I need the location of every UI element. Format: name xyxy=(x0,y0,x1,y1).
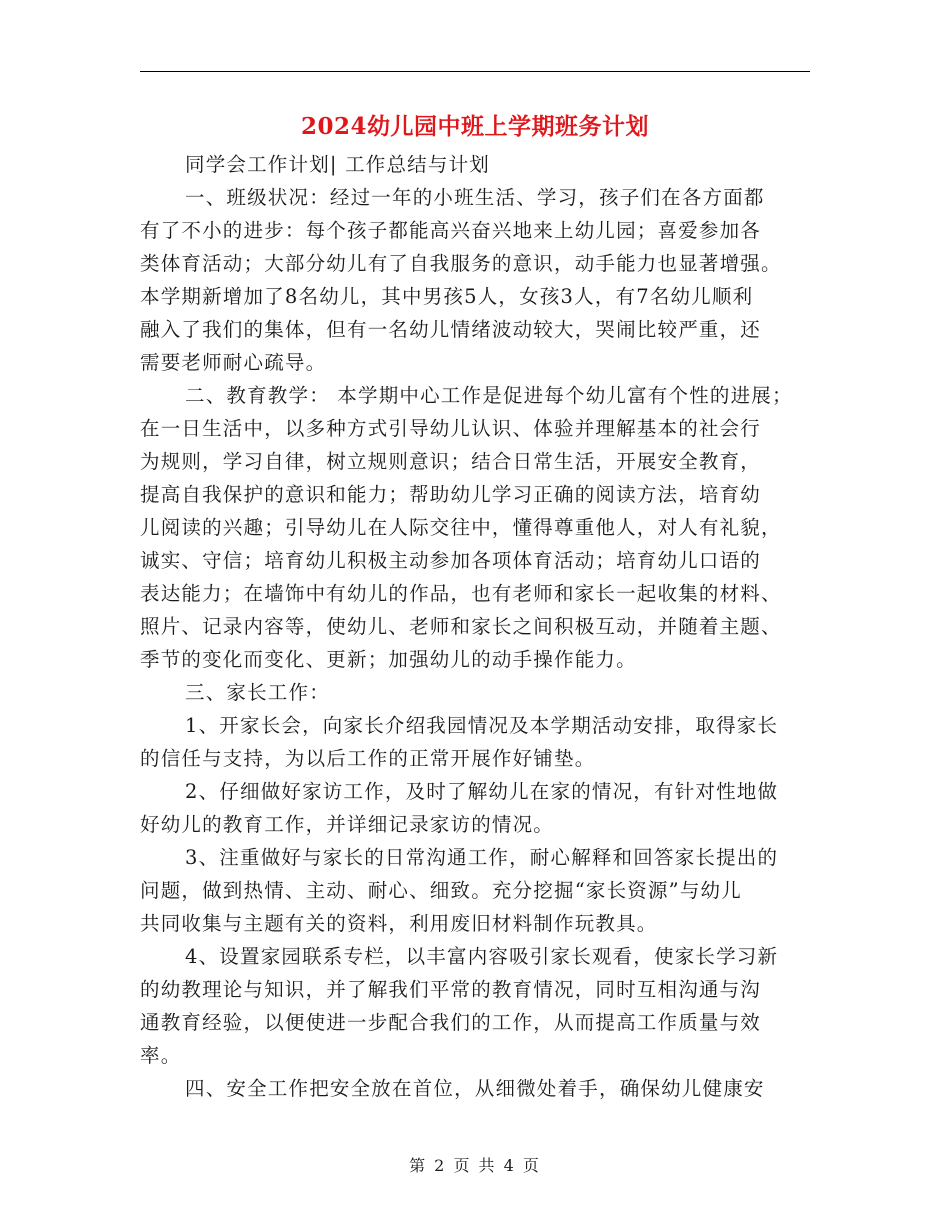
text-line: 照片、记录内容等，使幼儿、老师和家长之间积极互动，并随着主题、 xyxy=(140,615,782,638)
text-line: 问题，做到热情、主动、耐心、细致。充分挖掘“家长资源”与幼儿 xyxy=(140,879,742,902)
paragraph-education xyxy=(140,379,812,676)
text-line: 4、设置家园联系专栏，以丰富内容吸引家长观看，使家长学习新 xyxy=(185,945,779,968)
paragraph-class-status xyxy=(140,181,812,379)
paragraph-parents-item-1 xyxy=(140,709,812,775)
text-line: 好幼儿的教育工作，并详细记录家访的情况。 xyxy=(140,813,555,836)
header-rule xyxy=(140,71,810,72)
text-line: 在一日生活中，以多种方式引导幼儿认识、体验并理解基本的社会行 xyxy=(140,417,762,440)
paragraph-safety xyxy=(140,1072,812,1105)
text-line: 一、班级状况：经过一年的小班生活、学习，孩子们在各方面都 xyxy=(185,186,765,209)
text-line: 通教育经验，以便使进一步配合我们的工作，从而提高工作质量与效 xyxy=(140,1011,762,1034)
text-line: 1、开家长会，向家长介绍我园情况及本学期活动安排，取得家长 xyxy=(185,714,779,737)
text-line: 表达能力；在墙饰中有幼儿的作品，也有老师和家长一起收集的材料、 xyxy=(140,582,782,605)
text-line: 为规则，学习自律，树立规则意识；结合日常生活，开展安全教育， xyxy=(140,450,762,473)
page-number: 第 2 页 共 4 页 xyxy=(409,1156,541,1175)
text-line: 共同收集与主题有关的资料，利用废旧材料制作玩教具。 xyxy=(140,912,658,935)
text-line: 同学会工作计划| 工作总结与计划 xyxy=(185,153,490,176)
text-line: 类体育活动；大部分幼儿有了自我服务的意识，动手能力也显著增强。 xyxy=(140,252,782,275)
paragraph-subtitle xyxy=(140,148,812,181)
document-title: 2024幼儿园中班上学期班务计划 xyxy=(300,113,649,140)
text-line: 有了不小的进步：每个孩子都能高兴奋兴地来上幼儿园；喜爱参加各 xyxy=(140,219,762,242)
text-line: 本学期新增加了8名幼儿，其中男孩5人，女孩3人，有7名幼儿顺利 xyxy=(140,285,754,308)
text-line: 诚实、守信；培育幼儿积极主动参加各项体育活动；培育幼儿口语的 xyxy=(140,549,762,572)
document-body xyxy=(140,148,812,1105)
text-line: 儿阅读的兴趣；引导幼儿在人际交往中，懂得尊重他人，对人有礼貌， xyxy=(140,516,782,539)
paragraph-parents-item-2 xyxy=(140,775,812,841)
text-line: 融入了我们的集体，但有一名幼儿情绪波动较大，哭闹比较严重，还 xyxy=(140,318,762,341)
paragraph-parents-item-4 xyxy=(140,940,812,1072)
text-line: 的信任与支持，为以后工作的正常开展作好铺垫。 xyxy=(140,747,596,770)
text-line: 2、仔细做好家访工作，及时了解幼儿在家的情况，有针对性地做 xyxy=(185,780,779,803)
paragraph-parents-heading xyxy=(140,676,812,709)
text-line: 需要老师耐心疏导。 xyxy=(140,351,327,374)
text-line: 的幼教理论与知识，并了解我们平常的教育情况，同时互相沟通与沟 xyxy=(140,978,762,1001)
text-line: 四、安全工作把安全放在首位，从细微处着手，确保幼儿健康安 xyxy=(185,1077,765,1100)
paragraph-parents-item-3 xyxy=(140,841,812,940)
text-line: 三、家长工作： xyxy=(185,681,330,704)
text-line: 提高自我保护的意识和能力；帮助幼儿学习正确的阅读方法，培育幼 xyxy=(140,483,762,506)
text-line: 3、注重做好与家长的日常沟通工作，耐心解释和回答家长提出的 xyxy=(185,846,779,869)
text-line: 二、教育教学： 本学期中心工作是促进每个幼儿富有个性的进展； xyxy=(185,384,793,407)
text-line: 季节的变化而变化、更新；加强幼儿的动手操作能力。 xyxy=(140,648,637,671)
text-line: 率。 xyxy=(140,1044,182,1067)
